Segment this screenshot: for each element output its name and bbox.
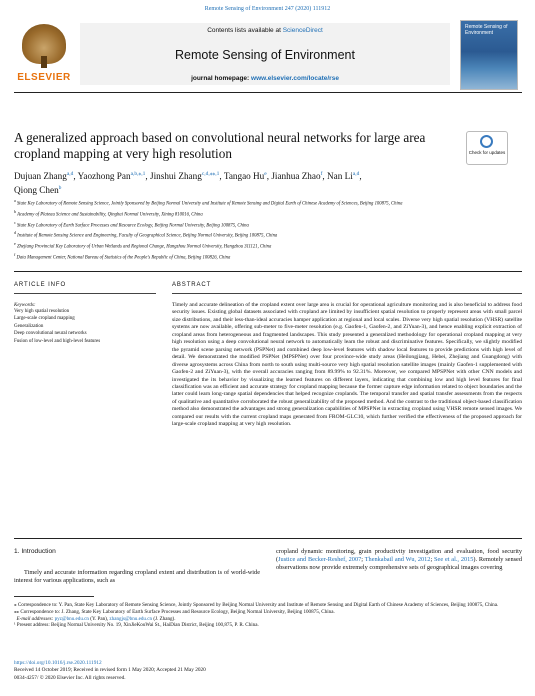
author[interactable]: Jinshui Zhang: [150, 171, 202, 182]
article-info-heading: ARTICLE INFO: [14, 282, 67, 288]
doi-link[interactable]: https://doi.org/10.1016/j.rse.2020.111912: [14, 660, 102, 666]
email-link[interactable]: zhangjs@bnu.edu.cn: [109, 615, 153, 622]
publication-info: [14, 660, 522, 682]
journal-masthead: [14, 20, 522, 92]
author[interactable]: Nan Li: [327, 171, 353, 182]
contents-line: [80, 27, 450, 34]
abstract-heading: ABSTRACT: [172, 282, 212, 288]
section-heading: 1. Introduction: [14, 548, 56, 555]
footnote: ⁎ Correspondence to: Y. Pan, State Key Laboratory of Remote Sensing Science, Jointly Sponsored by Beijing Normal University and Institute of Remote Sensing and Digital Earth of Chinese Academy of Sciences, Beijing 100875, China.: [14, 602, 499, 608]
author-affiliation-marker[interactable]: e: [264, 171, 267, 177]
sciencedirect-link[interactable]: ScienceDirect: [282, 27, 323, 34]
citation-link[interactable]: See et al., 2015: [434, 556, 474, 564]
author-affiliation-marker[interactable]: a,b,⁎,1: [130, 171, 146, 177]
email-link[interactable]: pyz@bnu.edu.cn: [54, 615, 89, 622]
article-title: A generalized approach based on convolutional neural networks for large area cropland mapping at very high resolution: [14, 130, 426, 161]
journal-title: Remote Sensing of Environment: [175, 48, 355, 62]
affiliation-item: $^c$ State Key Laboratory of Earth Surface Processes and Resource Ecology, Beijing Normal University, Beijing 100875, China: [14, 219, 249, 229]
tree-trunk: [41, 56, 47, 68]
email-line: [14, 616, 522, 623]
author-affiliation-marker[interactable]: a,d: [352, 171, 360, 177]
affiliation-item: $^a$ State Key Laboratory of Remote Sensing Science, Jointly Sponsored by Beijing Normal University and Institute of Remote Sensing and Digital Earth of Chinese Academy of Sciences, Beijing 100875, China: [14, 198, 403, 207]
journal-info-panel: [80, 23, 450, 85]
affiliations: [14, 197, 514, 262]
abstract-divider-bottom: [14, 538, 522, 539]
footnote: ⁎⁎ Correspondence to: J. Zhang, State Key Laboratory of Earth Surface Processes and Resource Ecology, Beijing Normal University, Beijing 100875, China.: [14, 608, 335, 615]
keyword: Fusion of low-level and high-level features: [14, 338, 101, 344]
email-owner: (Y. Pan),: [90, 615, 109, 622]
author[interactable]: Dujuan Zhang: [14, 171, 67, 182]
cover-title: Remote Sensing of Environment: [465, 24, 508, 36]
affiliation-item: $^f$ Data Management Center, National Bureau of Statistics of the People's Republic of China, Beijing 100826, China: [14, 251, 231, 261]
publisher-logo-text: ELSEVIER: [17, 72, 71, 83]
copyright-notice: 0034-4257/ © 2020 Elsevier Inc. All rights reserved.: [14, 674, 126, 681]
footnotes: [14, 602, 522, 629]
received-dates: Received 14 October 2019; Received in revised form 1 May 2020; Accepted 21 May 2020: [14, 667, 206, 674]
journal-reference[interactable]: Remote Sensing of Environment 247 (2020) 111912: [204, 6, 331, 12]
abstract-column: [172, 282, 522, 429]
publisher-logo[interactable]: [14, 20, 74, 86]
footnote-rule: [14, 596, 94, 597]
journal-cover-image[interactable]: [460, 20, 518, 90]
affiliation-item: $^b$ Academy of Plateau Science and Sustainability, Qinghai Normal University, Xining 810016, China: [14, 208, 203, 218]
info-heading-rule: [14, 293, 156, 294]
keyword: Deep convolutional neural networks: [14, 331, 87, 337]
homepage-link[interactable]: www.elsevier.com/locate/rse: [251, 75, 339, 82]
homepage-line: [80, 75, 450, 82]
article-info-column: [14, 282, 156, 345]
homepage-prefix: journal homepage:: [191, 75, 252, 82]
citation-link[interactable]: Justice and Becker-Reshef, 2007: [278, 556, 362, 564]
email-label: E-mail addresses:: [16, 615, 54, 622]
citation-link[interactable]: Thenkabail and Wu, 2012: [364, 556, 431, 564]
email-owner: (J. Zhang).: [153, 615, 176, 622]
author-affiliation-marker[interactable]: f: [320, 171, 323, 177]
keyword: Very high spatial resolution: [14, 309, 70, 314]
refresh-icon: [480, 135, 493, 148]
keyword: Large-scale cropland mapping: [14, 316, 75, 322]
check-updates-button[interactable]: [466, 131, 508, 165]
body-column-left: Timely and accurate information regarding cropland extent and distribution is of world-wide interest for various applications, such as: [14, 569, 260, 585]
affiliation-item: $^d$ Institute of Remote Sensing Science and Engineering, Faculty of Geographical Science, Beijing Normal University, Beijing 100875, China: [14, 230, 278, 239]
author-affiliation-marker[interactable]: b: [58, 185, 62, 192]
footnote: ¹ Present address: Beijing Normal University No. 19, XinJieKouWai St., HaiDian District, Beijing 100,875, P. R. China.: [14, 622, 259, 629]
contents-prefix: Contents lists available at: [207, 27, 283, 34]
affiliation-item: $^e$ Zhejiang Provincial Key Laboratory of Urban Wetlands and Regional Change, Hangzhou Normal University, Hangzhou 311121, China: [14, 241, 272, 250]
author-affiliation-marker[interactable]: a,d: [66, 171, 74, 177]
author[interactable]: Tangao Hu: [223, 171, 265, 182]
abstract-text: Timely and accurate delineation of the cropland extent over large area is crucial for operational agriculture monitoring and is also beneficial to address food security issues. Existing global datasets associated with cropland are limited by insufficient spatial resolution to properly represent areas with small parcel size distributions, and their less-than-ideal accuracies hamper application at regional and local scales. Diverse very high spatial resolution (VHSR) satellite systems are now available, offering sub-meter to five-meter resolution (e.g. Gaofen-1, Gaofen-2, and ZiYuan-3), and hence enabling explicit extraction of cropland areas from heterogeneous and fragmented landscapes. This study presented a generalized methodology for operational cropland mapping at very high resolution using a deep convolutional neural network to automatically learn the robust and discriminative features. Specifically, we slightly modified the pyramid scene parsing network (PSPNet) and combined deep low-level features with shadow local features to provide predictions with high level of detail. We demonstrated the modified PSPNet (MPSPNet) over four province-wide study areas (Heilongjiang, Hebei, Zhejiang and Guangdong) with diverse agrosystems across China from north to south using multi-source very high spatial resolution satellite images (mainly Gaofen-1 supplemented with Gaofen-2 and ZiYuan-3), with the overall accuracies ranging from 89.99% to 92.31%. Moreover, we compared MPSPNet with other CNN models and investigated the its behavior by visualizing the learned features on different layers, indicating that combining low and high level features for final classification was an efficient and accurate strategy for cropland mapping because the former capture edge information related to object boundaries and the latter could learn long-range spatial dependencies that helped recognize croplands. The temporal transfer and spatial transfer assessments from the respects of qualitative and quantitative corroborated the robust generalizability of the proposed method. And the contrast to the traditional object-based classification method also demonstrated the advantages and strong generalization capabilities of MPSPNet in extracting cropland using VHSR remote sensed images. We compared our results with the current cropland maps generated from FROM-GLC10, which further verified the effectiveness of the proposed approach for large-scale cropland mapping at very high resolution.: [172, 302, 522, 428]
abstract-heading-rule: [172, 293, 522, 294]
masthead-divider: [14, 92, 522, 93]
check-updates-label: Check for updates: [468, 150, 506, 155]
author[interactable]: Qiong Chen: [14, 185, 59, 196]
keyword: Generalization: [14, 323, 44, 329]
author[interactable]: Jianhua Zhao: [271, 171, 321, 182]
author-list: Dujuan Zhang$^{a,d}$, Yaozhong Pan$^{a,b,⁎,1}$, Jinshui Zhang$^{c,d,⁎⁎,1}$, Tangao Hu$^e$, Jianhua Zhao$^f$, Nan Li$^{a,d}$, Qiong Chen$^b$: [14, 171, 362, 196]
author[interactable]: Yaozhong Pan: [77, 171, 131, 182]
info-divider-top: [14, 271, 522, 272]
keywords-label: Keywords:: [14, 303, 36, 308]
author-affiliation-marker[interactable]: c,d,⁎⁎,1: [201, 171, 220, 177]
body-column-right: cropland dynamic monitoring, grain productivity investigation and evaluation, food security (Justice and Becker-Reshef, 2007; Thenkabail and Wu, 2012; See et al., 2015). Remotely sensed observations now provide extremely comprehensive sets of geographical images covering: [276, 548, 522, 572]
